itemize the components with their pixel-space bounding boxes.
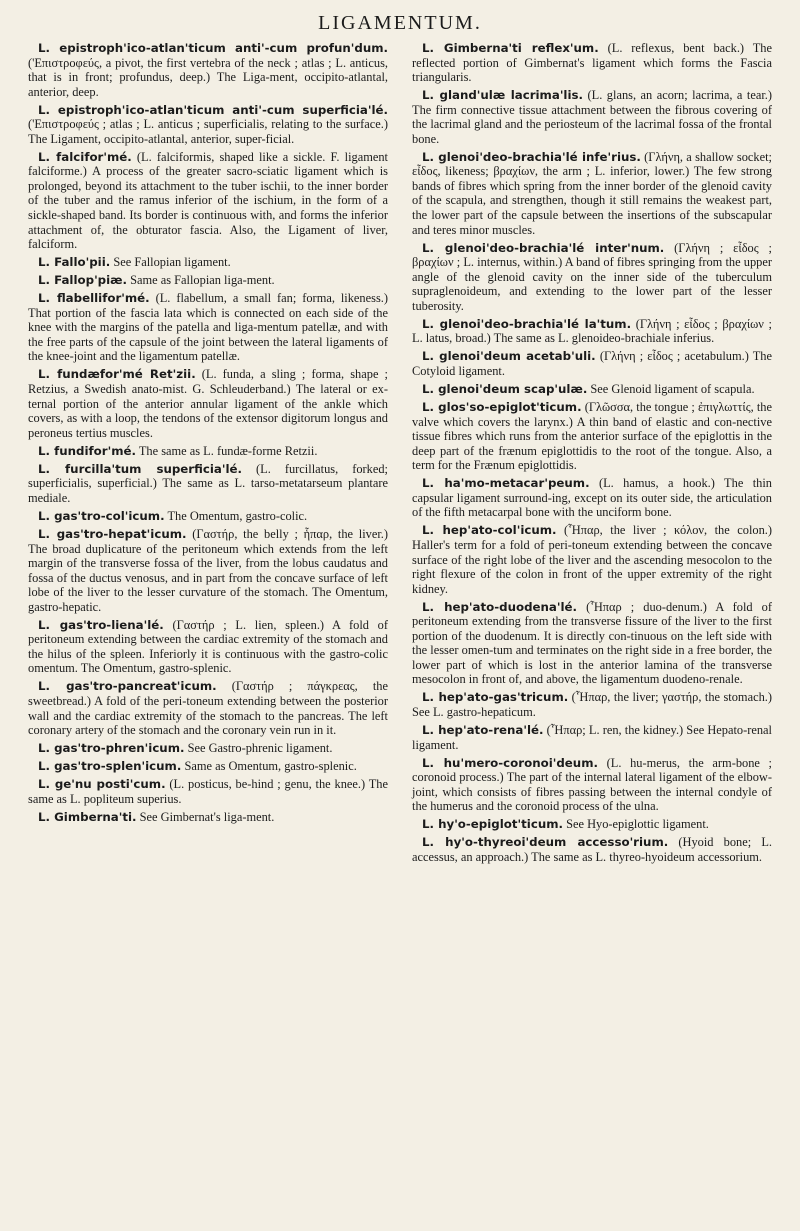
- dictionary-entry: [412, 723, 772, 752]
- entry-definition: See Hyo-epiglottic ligament.: [563, 817, 709, 832]
- entry-definition: See Gimbernat's liga-ment.: [136, 809, 275, 824]
- dictionary-entry: [412, 756, 772, 814]
- entry-headword: L. flabellifor'mé.: [38, 291, 150, 306]
- dictionary-entry: [412, 523, 772, 596]
- entry-headword: L. hu'mero-coronoi'deum.: [422, 755, 598, 770]
- dictionary-entry: [28, 509, 388, 524]
- entry-definition: (Ἧπαρ, the liver; γαστήρ, the stomach.) See L. gastro-hepaticum.: [412, 690, 772, 720]
- entry-definition: The same as L. fundæ-forme Retzii.: [135, 443, 318, 458]
- entry-headword: L. Gimberna'ti reflex'um.: [422, 41, 599, 55]
- entry-headword: L. gas'tro-col'icum.: [38, 508, 165, 523]
- dictionary-entry: [28, 759, 388, 774]
- entry-definition: (L. reflexus, bent back.) The reflected portion of Gimbernat's ligament which forms the Fascia triangularis.: [412, 41, 772, 85]
- entry-headword: L. glenoi'deo-brachia'lé infe'rius.: [422, 149, 641, 164]
- dictionary-entry: [412, 150, 772, 237]
- dictionary-entry: [412, 349, 772, 378]
- dictionary-entry: [28, 810, 388, 825]
- entry-definition: See Glenoid ligament of scapula.: [587, 382, 755, 397]
- left-column: [28, 41, 388, 868]
- entry-definition: ('Επιστροφεύς, a pivot, the first vertebra of the neck ; atlas ; L. anticus, that is in front; profundus, deep.) The Liga-ment, occipito-atlantal, anterior, deep.: [28, 55, 388, 99]
- entry-definition: Same as Fallopian liga-ment.: [127, 273, 275, 288]
- entry-definition: (Γαστήρ ; L. lien, spleen.) A fold of peritoneum extending between the cardiac extremity of the stomach and the hilus of the spleen. Inferiorly it is continuous with the gastro-colic omentum. The Omentum, gastro-splenic.: [28, 617, 388, 676]
- dictionary-entry: [28, 618, 388, 676]
- entry-definition: (Hyoid bone; L. accessus, an approach.) The same as L. thyreo-hyoideum accessorium.: [412, 835, 772, 864]
- entry-headword: L. hep'ato-rena'lé.: [422, 723, 544, 738]
- entry-headword: L. fundifor'mé.: [38, 443, 136, 458]
- entry-definition: (Γαστήρ, the belly ; ἧπαρ, the liver.) The broad duplicature of the peritoneum which extends from the left margin of the transverse fossa of the liver, from the lobus caudatus and fossa of the ductus venosus, and in part from the concave surface of left lobe of the liver to the lesser curvature of the stomach. The Omentum, gastro-hepatic.: [28, 526, 388, 614]
- entry-definition: See Fallopian ligament.: [110, 255, 231, 270]
- dictionary-entry: [28, 741, 388, 756]
- entry-headword: L. furcilla'tum superficia'lé.: [38, 461, 243, 476]
- entry-headword: L. glenoi'deum acetab'uli.: [422, 349, 596, 364]
- entry-definition: (Γλήνη, a shallow socket; εἶδος, likeness; βραχίων, the arm ; L. inferior, lower.) The few strong bands of fibres which spring from the inner border of the glenoid cavity of the scapula, and strengthen, though it still remains the weakest part, the lower part of the capsule between the insertions of the subscapular and teres minor muscles.: [412, 149, 772, 237]
- entry-definition: (L. glans, an acorn; lacrima, a tear.) The firm connective tissue attachment between the fibrous covering of the lacrimal gland and the periosteum of the lacrimal fossa of the frontal bone.: [412, 88, 773, 146]
- entry-headword: L. ge'nu posti'cum.: [38, 777, 166, 792]
- entry-definition: Same as Omentum, gastro-splenic.: [181, 759, 357, 774]
- dictionary-entry: [412, 817, 772, 832]
- entry-headword: L. hy'o-epiglot'ticum.: [422, 817, 563, 832]
- running-header: LIGAMENTUM.: [318, 12, 482, 34]
- entry-headword: L. hep'ato-col'icum.: [422, 523, 557, 538]
- entry-headword: L. gland'ulæ lacrima'lis.: [422, 88, 584, 103]
- dictionary-entry: [28, 291, 388, 364]
- entry-definition: (L. hamus, a hook.) The thin capsular ligament surround-ing, except on its outer side, the articulation of the fifth metacarpal bone with the unciform bone.: [412, 476, 772, 520]
- dictionary-entry: [412, 600, 772, 687]
- entry-definition: (Γαστήρ ; πάγκρεας, the sweetbread.) A fold of the peri-toneum extending between the posterior wall and the cardiac extremity of the stomach to the pancreas. The left coronary artery of the stomach and the coronary vein run in it.: [28, 679, 388, 738]
- entry-definition: The Omentum, gastro-colic.: [164, 508, 308, 523]
- dictionary-entry: [412, 476, 772, 520]
- entry-definition: (Ἧπαρ; L. ren, the kidney.) See Hepato-renal ligament.: [412, 723, 772, 752]
- entry-headword: L. epistroph'ico-atlan'ticum anti'-cum profun'dum.: [38, 41, 388, 55]
- entry-definition: (Γλήνη ; εἶδος ; βραχίων ; L. internus, within.) A band of fibres springing from the upper angle of the glenoid cavity on the inner side of the tuberculum supraglenoideum, and extending to the lower part of the lesser tuberosity.: [412, 240, 772, 313]
- entry-definition: (L. falciformis, shaped like a sickle. F. ligament falciforme.) A process of the greater sacro-sciatic ligament which is prolonged, beyond its attachment to the tuber ischii, to the inner border of the tuber and the ramus inferior of the ischium, in the form of a sickle-shaped band. Its border is continuous with, and forms the inferior attachment of, the obturator fascia. Also, the Ligament of liver, falciform.: [28, 149, 388, 252]
- entry-headword: L. ha'mo-metacar'peum.: [422, 476, 590, 491]
- entry-headword: L. glos'so-epiglot'ticum.: [422, 400, 582, 415]
- entry-definition: (Γλήνη ; εἶδος ; βραχίων ; L. latus, broad.) The same as L. glenoideo-brachiale inferius.: [412, 316, 772, 346]
- entry-definition: (L. hu-merus, the arm-bone ; coronoid process.) The part of the internal lateral ligament of the elbow-joint, which consists of fibres passing between the internal condyle of the humerus and the coronoid process of the ulna.: [412, 755, 773, 814]
- text-columns: [28, 41, 772, 868]
- entry-headword: L. glenoi'deo-brachia'lé la'tum.: [422, 316, 632, 331]
- dictionary-entry: [28, 41, 388, 99]
- dictionary-entry: [412, 241, 772, 314]
- entry-headword: L. Fallop'piæ.: [38, 273, 128, 288]
- dictionary-entry: [412, 317, 772, 346]
- entry-definition: (Ἧπαρ, the liver ; κόλον, the colon.) Haller's term for a fold of peri-toneum extending between the concave surface of the right lobe of the liver and the ascending mesocolon to the right flexure of the colon in front of the upper extremity of the right kidney.: [412, 523, 773, 596]
- entry-headword: L. hy'o-thyreoi'deum accesso'rium.: [422, 835, 669, 850]
- entry-headword: L. Fallo'pii.: [38, 255, 111, 270]
- dictionary-entry: [412, 835, 772, 864]
- entry-definition: ('Επιστροφεύς ; atlas ; L. anticus ; superficialis, relating to the surface.) The Ligament, occipito-atlantal, anterior, super-ficial.: [28, 117, 388, 146]
- entry-definition: (L. furcillatus, forked; superficialis, superficial.) The same as L. tarso-metatarseum plantare mediale.: [28, 461, 388, 505]
- dictionary-entry: [412, 41, 772, 85]
- entry-headword: L. falcifor'mé.: [38, 149, 132, 164]
- dictionary-entry: [412, 400, 772, 473]
- dictionary-entry: [28, 273, 388, 288]
- dictionary-entry: [28, 150, 388, 252]
- dictionary-entry: [412, 88, 772, 146]
- dictionary-entry: [28, 777, 388, 806]
- entry-headword: L. gas'tro-liena'lé.: [38, 617, 164, 632]
- entry-headword: L. hep'ato-duodena'lé.: [422, 599, 578, 614]
- entry-headword: L. glenoi'deo-brachia'lé inter'num.: [422, 240, 665, 255]
- entry-headword: L. epistroph'ico-atlan'ticum anti'-cum superficia'lé.: [38, 102, 388, 117]
- entry-definition: (L. flabellum, a small fan; forma, likeness.) That portion of the fascia lata which is connected on each side of the knee with the margins of the patella and liga-mentum patellæ, and with the free parts of the capsule of the joint between the lateral ligaments of the knee-joint and the ligamentum patellæ.: [28, 291, 388, 364]
- entry-headword: L. hep'ato-gas'tricum.: [422, 690, 569, 705]
- dictionary-entry: [28, 103, 388, 147]
- dictionary-entry: [28, 367, 388, 440]
- dictionary-entry: [28, 462, 388, 506]
- entry-headword: L. gas'tro-phren'icum.: [38, 741, 185, 756]
- entry-headword: L. glenoi'deum scap'ulæ.: [422, 382, 588, 397]
- entry-headword: L. gas'tro-splen'icum.: [38, 759, 182, 774]
- dictionary-entry: [28, 679, 388, 737]
- entry-definition: (L. funda, a sling ; forma, shape ; Retzius, a Swedish anato-mist. G. Schleuderband.) The lateral or ex-ternal portion of the anterior annular ligament of the ankle which covers, as with a loop, the tendons of the extensor digitorum longus and peroneus tertius muscles.: [28, 367, 388, 440]
- dictionary-entry: [28, 255, 388, 270]
- entry-headword: L. gas'tro-hepat'icum.: [38, 526, 187, 541]
- entry-definition: (Γλήνη ; εἶδος ; acetabulum.) The Cotyloid ligament.: [412, 349, 772, 378]
- entry-definition: (L. posticus, be-hind ; genu, the knee.) The same as L. popliteum superius.: [28, 777, 388, 806]
- entry-definition: See Gastro-phrenic ligament.: [184, 741, 333, 756]
- right-column: [412, 41, 772, 868]
- dictionary-entry: [28, 444, 388, 459]
- entry-headword: L. gas'tro-pancreat'icum.: [38, 679, 217, 694]
- dictionary-entry: [412, 382, 772, 397]
- entry-definition: (Ἧπαρ ; duo-denum.) A fold of peritoneum extending from the transverse fissure of the liver to the first portion of the duodenum. It is directly con-tinuous on the left side with the lesser omen-tum and terminates on the right side in a free border, the lower part of which is lost in the anterior lamina of the transverse mesocolon in front of, and above, the ligamentum duodeno-renale.: [412, 599, 772, 687]
- entry-headword: L. fundæfor'mé Ret'zii.: [38, 367, 196, 382]
- entry-definition: (Γλῶσσα, the tongue ; ἐπιγλωττίς, the valve which covers the larynx.) A thin band of elastic and con-nective tissue fibres which runs from the anterior surface of the epiglottis in the deep part of the frænum epiglottidis to the root of the tongue. Also, a term for the Frænum epiglottidis.: [412, 400, 772, 473]
- dictionary-entry: [28, 527, 388, 614]
- entry-headword: L. Gimberna'ti.: [38, 809, 137, 824]
- dictionary-entry: [412, 690, 772, 719]
